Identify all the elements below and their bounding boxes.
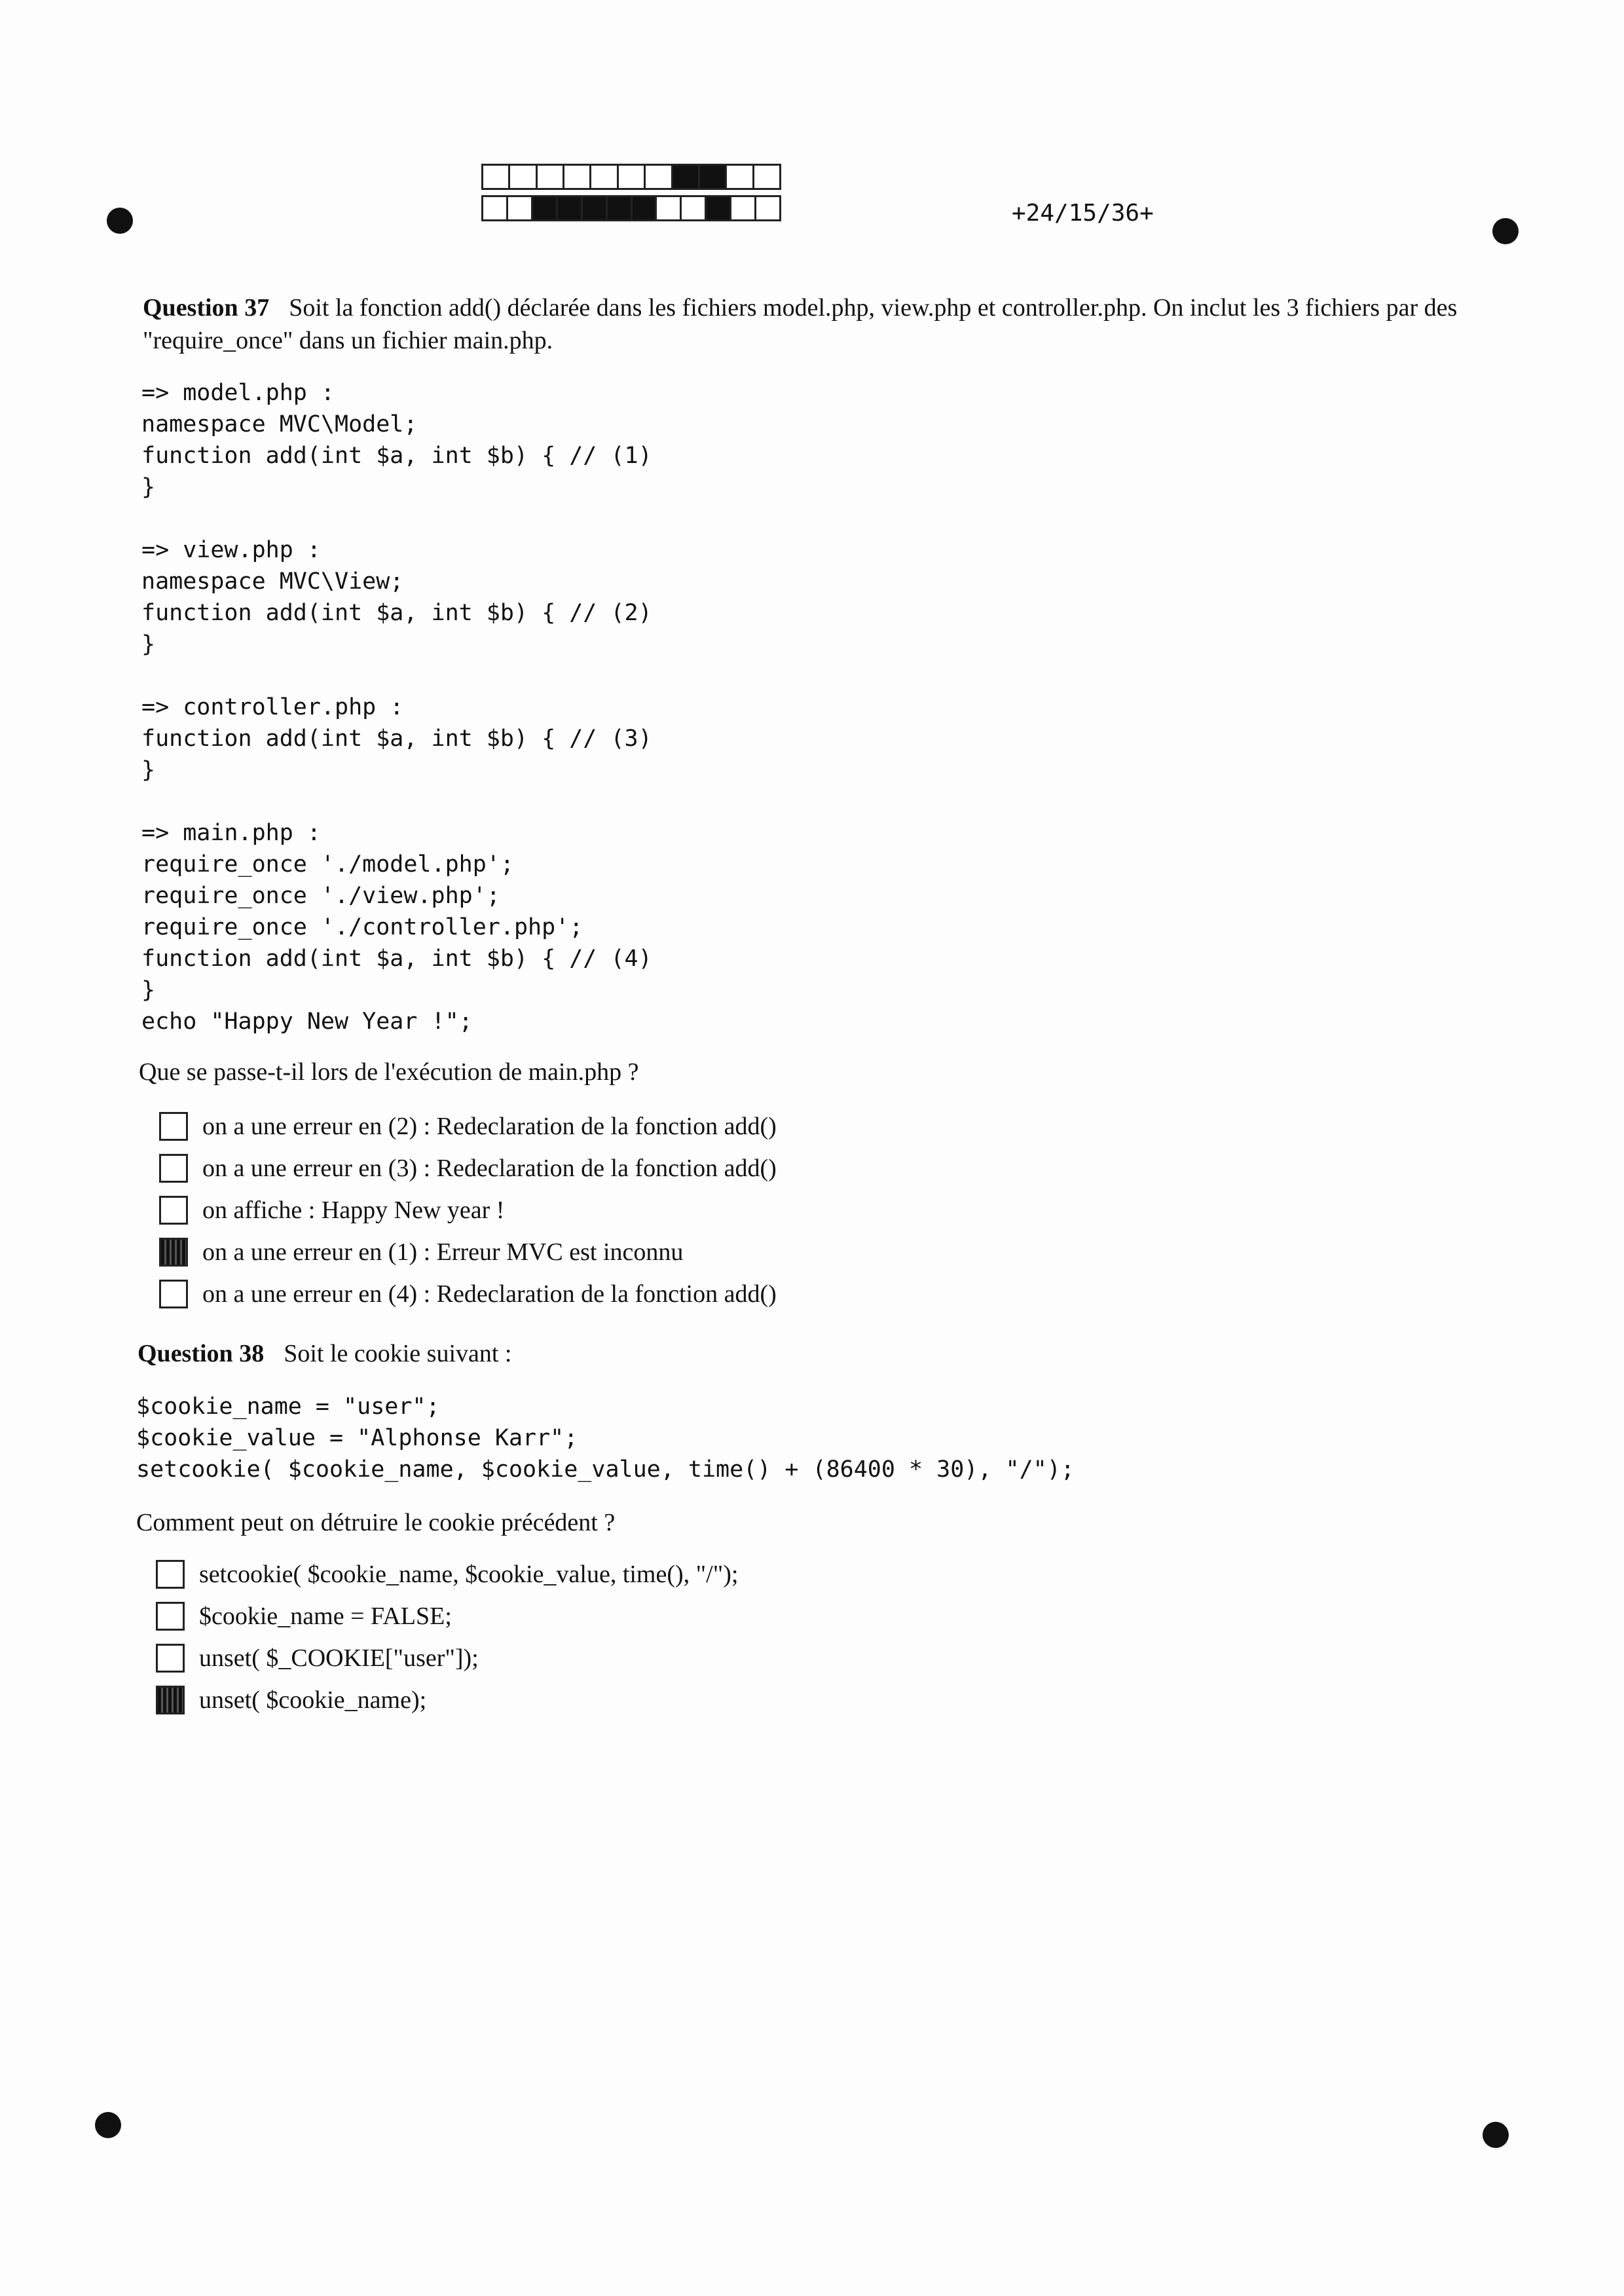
barcode-cell bbox=[731, 197, 756, 219]
answer-checkbox-checked[interactable] bbox=[156, 1686, 185, 1714]
code-line bbox=[141, 786, 652, 817]
answer-text: unset( $_COOKIE["user"]); bbox=[199, 1644, 479, 1672]
registration-marker-top-left bbox=[107, 208, 133, 234]
code-line: $cookie_value = "Alphonse Karr"; bbox=[136, 1425, 578, 1451]
answer-option[interactable] bbox=[156, 1637, 738, 1679]
barcode-cell bbox=[700, 166, 727, 188]
code-line: function add(int $a, int $b) { // (2) bbox=[141, 600, 652, 626]
barcode-cell bbox=[754, 166, 779, 188]
answer-text: on a une erreur en (2) : Redeclaration de la fonction add() bbox=[202, 1113, 777, 1140]
barcode-cell bbox=[483, 197, 508, 219]
code-line: } bbox=[141, 977, 156, 1003]
registration-marker-bottom-right bbox=[1483, 2122, 1509, 2148]
code-line bbox=[141, 660, 652, 692]
answer-text: on a une erreur en (3) : Redeclaration de la fonction add() bbox=[202, 1155, 777, 1182]
barcode-cell bbox=[558, 197, 583, 219]
barcode-cell bbox=[583, 197, 608, 219]
answer-text: unset( $cookie_name); bbox=[199, 1686, 427, 1714]
student-barcode-top bbox=[481, 164, 781, 190]
question-38-label: Question 38 bbox=[138, 1340, 265, 1367]
answer-option[interactable] bbox=[159, 1105, 777, 1147]
barcode-cell bbox=[673, 166, 700, 188]
question-38-code bbox=[136, 1391, 1075, 1485]
answer-checkbox[interactable] bbox=[156, 1644, 185, 1673]
barcode-cell bbox=[646, 166, 673, 188]
answer-option[interactable] bbox=[159, 1147, 777, 1189]
barcode-cell bbox=[591, 166, 618, 188]
barcode-cell bbox=[538, 166, 564, 188]
registration-marker-top-right bbox=[1492, 218, 1519, 244]
answer-checkbox[interactable] bbox=[156, 1602, 185, 1631]
code-line: namespace MVC\View; bbox=[141, 568, 404, 595]
question-37-text: Soit la fonction add() déclarée dans les fichiers model.php, view.php et controller.php. On inclut les 3 fichiers par des "require_once" dans un fichier main.php. bbox=[143, 294, 1458, 354]
page-identifier: +24/15/36+ bbox=[1012, 200, 1154, 227]
code-line: require_once './view.php'; bbox=[141, 883, 500, 909]
question-38-text: Soit le cookie suivant : bbox=[284, 1340, 512, 1367]
code-line: namespace MVC\Model; bbox=[141, 411, 418, 437]
code-line: function add(int $a, int $b) { // (4) bbox=[141, 946, 652, 972]
barcode-cell bbox=[682, 197, 707, 219]
barcode-cell bbox=[657, 197, 682, 219]
code-line: require_once './controller.php'; bbox=[141, 914, 583, 940]
answer-checkbox[interactable] bbox=[159, 1154, 188, 1183]
answer-text: on a une erreur en (4) : Redeclaration de la fonction add() bbox=[202, 1280, 777, 1308]
barcode-cell bbox=[508, 197, 533, 219]
code-line bbox=[141, 503, 652, 534]
question-37-statement bbox=[143, 291, 1492, 357]
answer-text: setcookie( $cookie_name, $cookie_value, time(), "/"); bbox=[199, 1561, 739, 1588]
question-38-prompt: Comment peut on détruire le cookie précédent ? bbox=[136, 1509, 616, 1536]
answer-option[interactable] bbox=[156, 1595, 738, 1637]
code-line: echo "Happy New Year !"; bbox=[141, 1009, 473, 1035]
code-line: setcookie( $cookie_name, $cookie_value, time() + (86400 * 30), "/"); bbox=[136, 1456, 1075, 1483]
code-line: $cookie_name = "user"; bbox=[136, 1394, 440, 1420]
code-line: => view.php : bbox=[141, 537, 321, 563]
question-38-answers bbox=[156, 1553, 738, 1721]
code-line: => controller.php : bbox=[141, 694, 404, 720]
question-37-answers bbox=[159, 1105, 777, 1315]
answer-checkbox-checked[interactable] bbox=[159, 1238, 188, 1267]
question-37-label: Question 37 bbox=[143, 294, 270, 322]
code-line: => main.php : bbox=[141, 820, 321, 846]
barcode-cell bbox=[633, 197, 657, 219]
barcode-cell bbox=[619, 166, 646, 188]
answer-checkbox[interactable] bbox=[159, 1112, 188, 1141]
barcode-cell bbox=[608, 197, 633, 219]
answer-option[interactable] bbox=[156, 1679, 738, 1721]
barcode-cell bbox=[510, 166, 537, 188]
question-38-statement bbox=[138, 1339, 512, 1368]
barcode-cell bbox=[564, 166, 591, 188]
barcode-cell bbox=[483, 166, 510, 188]
answer-checkbox[interactable] bbox=[156, 1560, 185, 1589]
code-line: function add(int $a, int $b) { // (1) bbox=[141, 443, 652, 469]
barcode-cell bbox=[756, 197, 779, 219]
answer-text: on a une erreur en (1) : Erreur MVC est inconnu bbox=[202, 1238, 684, 1266]
code-line: } bbox=[141, 757, 156, 783]
code-line: => model.php : bbox=[141, 380, 335, 406]
question-37-code bbox=[141, 377, 652, 1037]
student-barcode-bottom bbox=[481, 195, 781, 221]
code-line: } bbox=[141, 474, 156, 500]
code-line: function add(int $a, int $b) { // (3) bbox=[141, 726, 652, 752]
registration-marker-bottom-left bbox=[95, 2112, 121, 2138]
answer-checkbox[interactable] bbox=[159, 1280, 188, 1308]
question-37-prompt: Que se passe-t-il lors de l'exécution de main.php ? bbox=[139, 1058, 639, 1086]
barcode-cell bbox=[707, 197, 731, 219]
code-line: } bbox=[141, 631, 156, 657]
answer-option[interactable] bbox=[159, 1189, 777, 1231]
answer-option[interactable] bbox=[156, 1553, 738, 1595]
answer-option[interactable] bbox=[159, 1231, 777, 1273]
barcode-cell bbox=[727, 166, 754, 188]
answer-option[interactable] bbox=[159, 1273, 777, 1315]
answer-text: on affiche : Happy New year ! bbox=[202, 1196, 505, 1224]
code-line: require_once './model.php'; bbox=[141, 851, 514, 878]
answer-text: $cookie_name = FALSE; bbox=[199, 1602, 452, 1630]
barcode-cell bbox=[533, 197, 558, 219]
answer-checkbox[interactable] bbox=[159, 1196, 188, 1225]
